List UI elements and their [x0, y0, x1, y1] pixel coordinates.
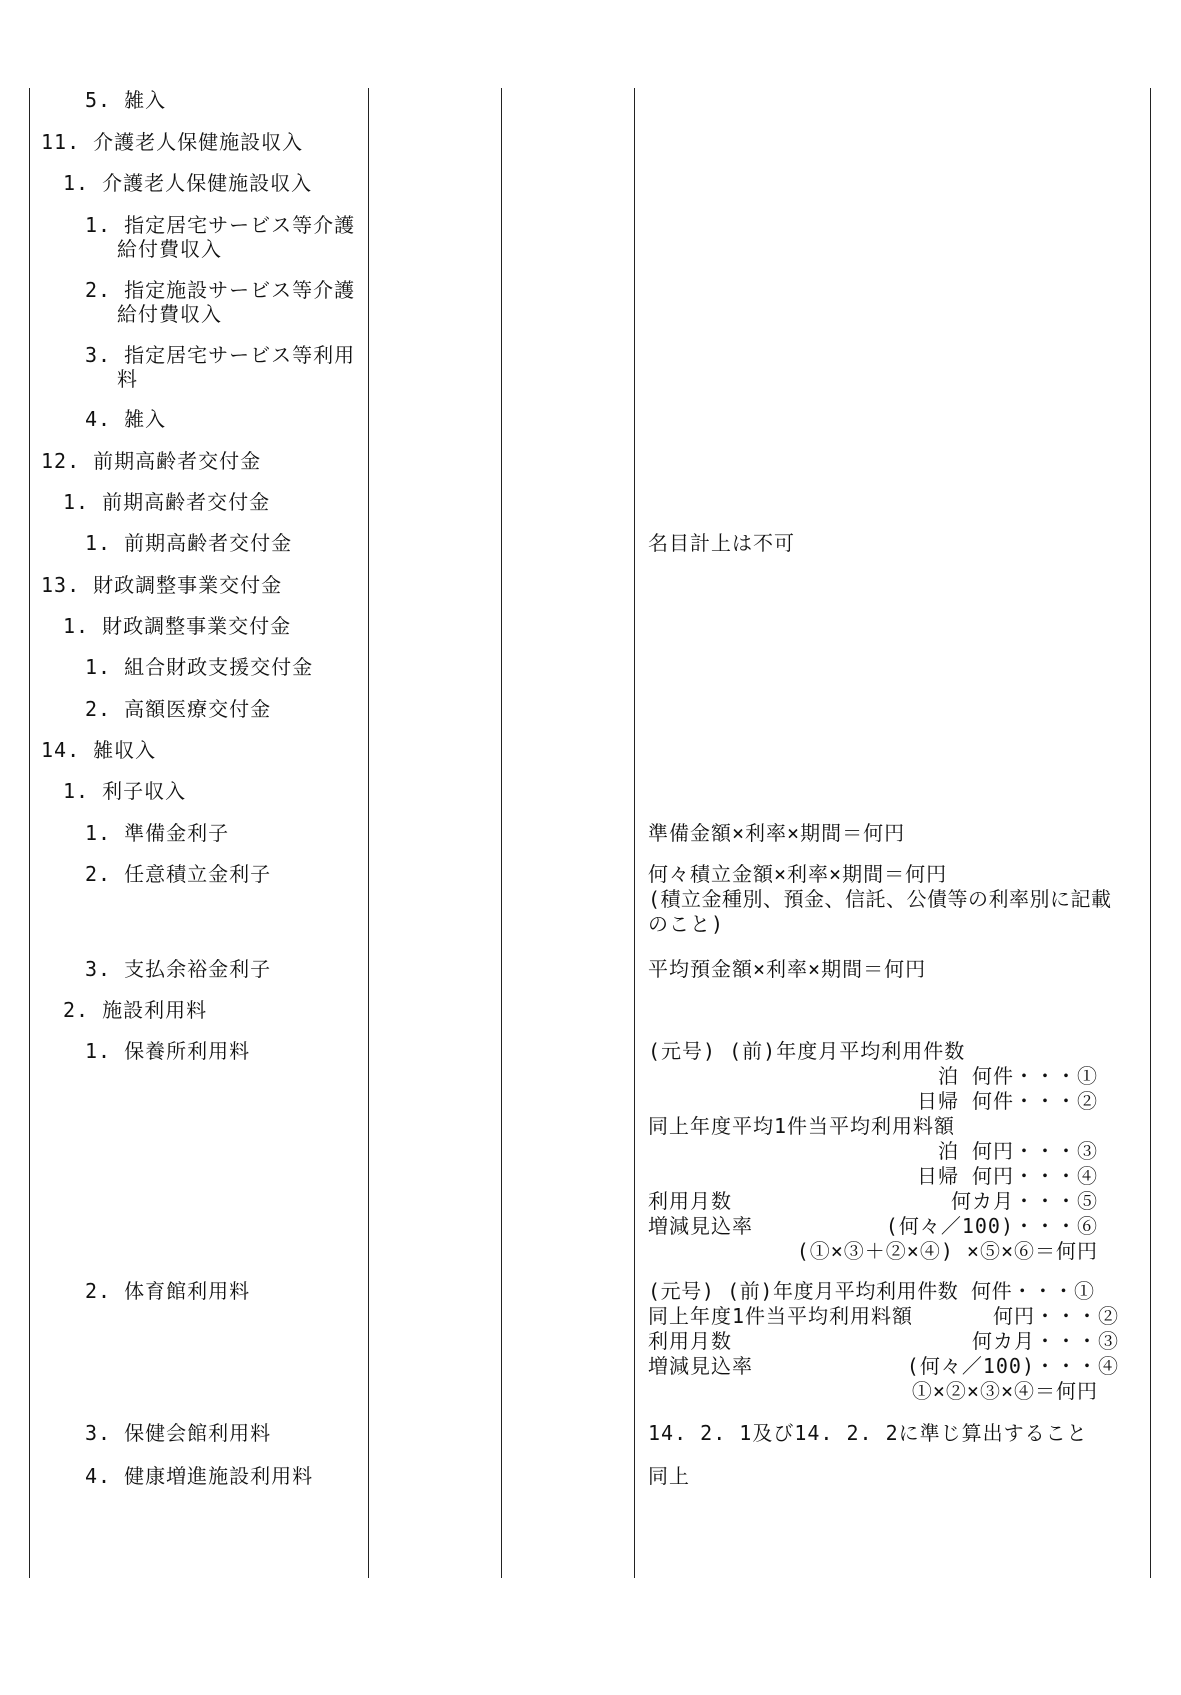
list-item: 1. 組合財政支援交付金	[85, 655, 314, 679]
list-item: 2. 指定施設サービス等介護	[85, 278, 356, 302]
column-divider-3	[634, 88, 635, 1578]
column-divider-2	[501, 88, 502, 1578]
list-item: 1. 指定居宅サービス等介護	[85, 213, 356, 237]
list-item: 4. 健康増進施設利用料	[85, 1464, 314, 1488]
note-text: 何円・・・②	[993, 1304, 1119, 1328]
note-text: ①×②×③×④＝何円	[911, 1379, 1098, 1403]
list-item: 2. 高額医療交付金	[85, 697, 272, 721]
list-item: 料	[117, 367, 138, 391]
list-item: 13. 財政調整事業交付金	[41, 573, 283, 597]
note-text: 増減見込率	[648, 1214, 753, 1238]
note-text: 何カ月・・・⑤	[951, 1189, 1098, 1213]
list-item: 給付費収入	[117, 302, 222, 326]
list-item: 2. 任意積立金利子	[85, 862, 272, 886]
list-item: 1. 保養所利用料	[85, 1039, 251, 1063]
note-text: 日帰 何円・・・④	[916, 1164, 1098, 1188]
list-item: 3. 支払余裕金利子	[85, 957, 272, 981]
list-item: 1. 準備金利子	[85, 821, 230, 845]
note-text: (何々／100)・・・⑥	[885, 1214, 1098, 1238]
note-text: (元号) (前)年度月平均利用件数 何件・・・①	[648, 1279, 1095, 1303]
note-text: 同上年度平均1件当平均利用料額	[648, 1114, 956, 1138]
list-item: 3. 保健会館利用料	[85, 1421, 272, 1445]
note-text: 利用月数	[648, 1189, 732, 1213]
list-item: 2. 施設利用料	[63, 998, 208, 1022]
note-text: 準備金額×利率×期間＝何円	[648, 821, 906, 845]
note-text: 泊 何円・・・③	[937, 1139, 1098, 1163]
note-text: のこと)	[648, 912, 725, 936]
list-item: 給付費収入	[117, 237, 222, 261]
list-item: 3. 指定居宅サービス等利用	[85, 343, 356, 367]
list-item: 12. 前期高齢者交付金	[41, 449, 262, 473]
table-border-right	[1150, 88, 1151, 1578]
note-text: (何々／100)・・・④	[906, 1354, 1119, 1378]
note-text: 利用月数	[648, 1329, 732, 1353]
list-item: 1. 財政調整事業交付金	[63, 614, 292, 638]
list-item: 5. 雑入	[85, 88, 167, 112]
note-text: 日帰 何件・・・②	[916, 1089, 1098, 1113]
list-item: 1. 前期高齢者交付金	[63, 490, 271, 514]
list-item: 1. 前期高齢者交付金	[85, 531, 293, 555]
note-text: 増減見込率	[648, 1354, 753, 1378]
note-text: 何々積立金額×利率×期間＝何円	[648, 862, 948, 886]
list-item: 11. 介護老人保健施設収入	[41, 130, 304, 154]
note-text: 何カ月・・・③	[972, 1329, 1119, 1353]
note-text: 14. 2. 1及び14. 2. 2に準じ算出すること	[648, 1421, 1088, 1445]
list-item: 4. 雑入	[85, 407, 167, 431]
note-text: 名目計上は不可	[648, 531, 795, 555]
column-divider-1	[368, 88, 369, 1578]
list-item: 2. 体育館利用料	[85, 1279, 251, 1303]
note-text: 平均預金額×利率×期間＝何円	[648, 957, 927, 981]
note-text: 同上年度1件当平均利用料額	[648, 1304, 914, 1328]
note-text: 同上	[648, 1464, 690, 1488]
note-text: (積立金種別、預金、信託、公債等の利率別に記載	[648, 887, 1112, 911]
list-item: 14. 雑収入	[41, 738, 157, 762]
list-item: 1. 利子収入	[63, 779, 187, 803]
note-text: (元号) (前)年度月平均利用件数	[648, 1039, 966, 1063]
note-text: 泊 何件・・・①	[937, 1064, 1098, 1088]
list-item: 1. 介護老人保健施設収入	[63, 171, 313, 195]
table-border-left	[29, 88, 30, 1578]
note-text: (①×③＋②×④) ×⑤×⑥＝何円	[796, 1239, 1098, 1263]
